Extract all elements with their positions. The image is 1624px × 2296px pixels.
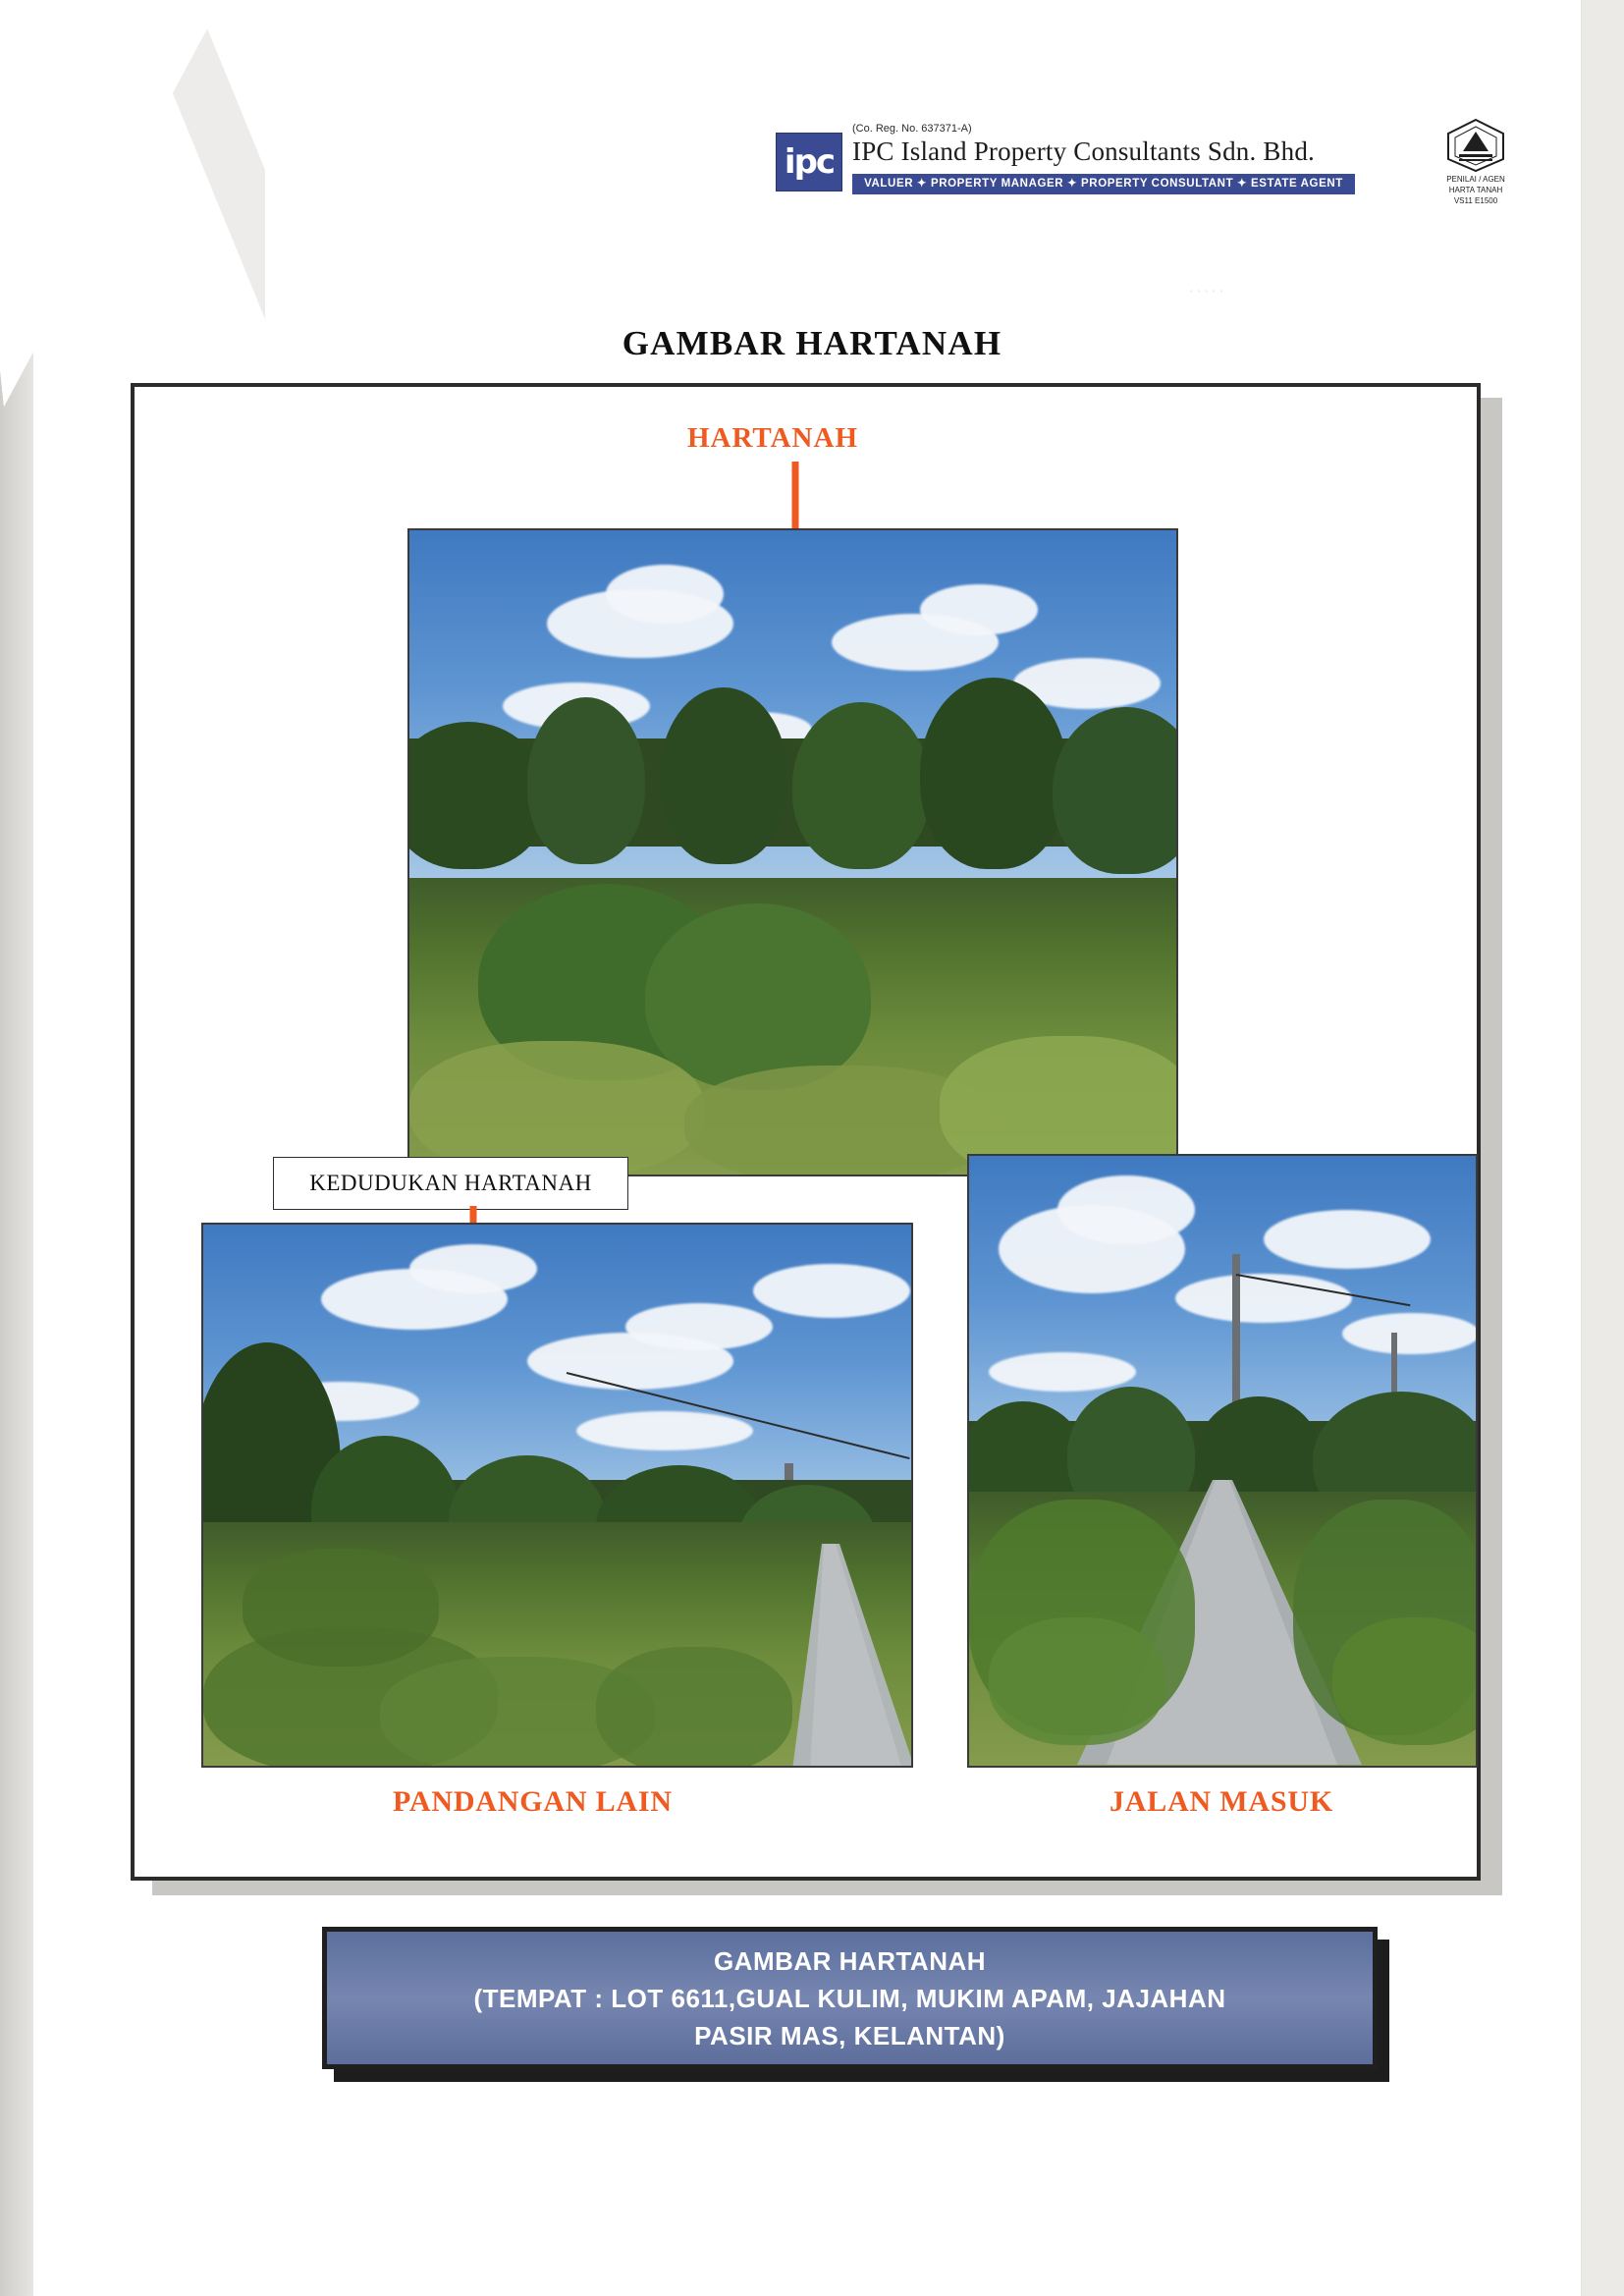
page-title: GAMBAR HARTANAH [622, 324, 1002, 362]
seal-line-2: HARTA TANAH [1448, 186, 1503, 194]
label-jalan-masuk: JALAN MASUK [1110, 1785, 1333, 1818]
cloud [1342, 1313, 1478, 1354]
cloud [409, 1244, 537, 1293]
company-registration: (Co. Reg. No. 637371-A) [852, 123, 972, 135]
cloud [753, 1264, 910, 1318]
cloud [1264, 1210, 1431, 1269]
bleed-through-text: ····· [1188, 280, 1226, 301]
grass [989, 1617, 1165, 1745]
label-pandangan-lain: PANDANGAN LAIN [393, 1785, 673, 1818]
cloud [1175, 1274, 1352, 1323]
cloud [606, 565, 724, 624]
banner-line-1: GAMBAR HARTANAH [713, 1945, 987, 1976]
seal-line-1: PENILAI / AGEN [1446, 175, 1505, 184]
ipc-logo: ipc [776, 133, 842, 191]
access-road-photo [967, 1154, 1478, 1768]
tree [527, 697, 645, 864]
services-bar: VALUER ✦ PROPERTY MANAGER ✦ PROPERTY CONSULTANT ✦ ESTATE AGENT [852, 174, 1355, 194]
seal-line-3: VS11 E1500 [1453, 196, 1498, 205]
caption-banner [322, 1927, 1378, 2069]
letterhead [776, 123, 1384, 201]
tree [792, 702, 930, 869]
cloud [920, 584, 1038, 635]
cloud [1057, 1175, 1195, 1244]
banner-line-2: (TEMPAT : LOT 6611,GUAL KULIM, MUKIM APAM, JAJAHAN [473, 1983, 1226, 2013]
grass [1332, 1617, 1478, 1745]
other-view-photo [201, 1223, 913, 1768]
seal-emblem-icon [1445, 118, 1506, 173]
grass [596, 1647, 792, 1768]
company-name: IPC Island Property Consultants Sdn. Bhd. [852, 137, 1315, 166]
foreground-shrub [645, 903, 871, 1090]
folded-corner [0, 0, 265, 412]
valuer-seal [1429, 118, 1523, 224]
banner-line-3: PASIR MAS, KELANTAN) [694, 2020, 1005, 2050]
cloud [989, 1352, 1136, 1392]
tree [660, 687, 787, 864]
label-hartanah: HARTANAH [687, 422, 858, 454]
tree [920, 678, 1067, 869]
subject-land-photo [407, 528, 1178, 1176]
cloud [576, 1411, 753, 1450]
cloud [625, 1303, 773, 1350]
grass [243, 1549, 439, 1667]
label-kedudukan-hartanah: KEDUDUKAN HARTANAH [273, 1157, 628, 1210]
